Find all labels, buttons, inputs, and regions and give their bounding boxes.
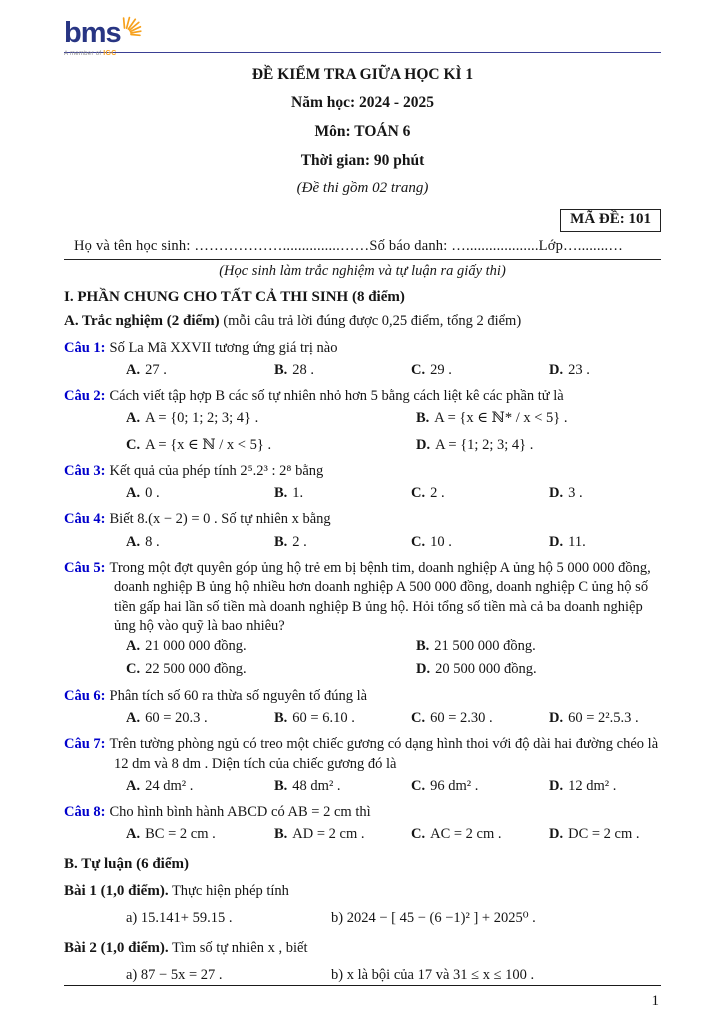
question-text: Số La Mã XXVII tương ứng giá trị nào (109, 339, 338, 356)
question-label: Câu 5: (64, 560, 106, 577)
exercise-label: Bài 1 (1,0 điểm). (64, 882, 169, 899)
question-5 (64, 559, 661, 680)
section-1-heading: I. PHẦN CHUNG CHO TẤT CẢ THI SINH (8 điểm) (64, 288, 405, 305)
option-d: D. A = {1; 2; 3; 4} . (416, 436, 534, 453)
option-d: D. 20 500 000 đồng. (416, 661, 537, 678)
options-row (64, 409, 661, 455)
question-text: Cho hình bình hành ABCD có AB = 2 cm thì (109, 804, 371, 821)
exercise-part-a: a) 15.141+ 59.15 . (126, 909, 233, 926)
question-3 (64, 462, 661, 504)
exercise-text: Thực hiện phép tính (171, 882, 289, 899)
exam-code-row (64, 209, 661, 232)
question-label: Câu 6: (64, 687, 106, 704)
logo-tagline (64, 49, 661, 59)
option-c: C. 10 . (411, 533, 452, 550)
sunburst-icon (117, 8, 147, 38)
option-a: A. BC = 2 cm . (126, 826, 216, 843)
page-number: 1 (651, 993, 659, 1010)
option-d: D. 60 = 2².5.3 . (549, 710, 639, 726)
title-block (64, 65, 661, 207)
logo-tagline-prefix: A member of (64, 51, 102, 57)
exam-title: ĐỀ KIỂM TRA GIỮA HỌC KÌ 1 (251, 65, 474, 83)
duration: Thời gian: 90 phút (300, 151, 425, 169)
options-row (64, 709, 661, 728)
option-a: A. 21 000 000 đồng. (126, 638, 247, 655)
question-4 (64, 510, 661, 552)
student-info-line: Họ và tên học sinh: ………………...............……Số báo danh: …...................Lớp…........… (74, 238, 624, 255)
option-b: B. AD = 2 cm . (274, 826, 365, 843)
option-a: A. A = {0; 1; 2; 3; 4} . (126, 410, 259, 427)
question-label: Câu 8: (64, 804, 106, 821)
header (64, 8, 661, 57)
question-label: Câu 7: (64, 736, 106, 753)
exam-code-box: MÃ ĐỀ: 101 (560, 209, 661, 232)
option-c: C. 60 = 2.30 . (411, 710, 493, 726)
question-text: Cách viết tập hợp B các số tự nhiên nhỏ hơn 5 bằng cách liệt kê các phần tử là (109, 388, 564, 405)
question-1 (64, 339, 661, 381)
exercise-2 (64, 939, 661, 985)
exercise-parts (64, 909, 661, 928)
option-b: B. 2 . (274, 533, 307, 550)
pages-note: (Đề thi gồm 02 trang) (296, 180, 429, 197)
option-c: C. 22 500 000 đồng. (126, 661, 247, 678)
option-b: B. 48 dm² . (274, 777, 341, 794)
part-a-heading (64, 312, 661, 332)
options-row (64, 361, 661, 380)
option-d: D. DC = 2 cm . (549, 826, 640, 843)
option-a: A. 8 . (126, 533, 160, 550)
option-d: D. 11. (549, 533, 586, 550)
question-7 (64, 735, 661, 796)
question-8 (64, 803, 661, 845)
question-label: Câu 4: (64, 511, 106, 528)
option-b: B. 1. (274, 485, 304, 502)
options-row (64, 484, 661, 503)
exercise-part-a: a) 87 − 5x = 27 . (126, 966, 223, 983)
school-year: Năm học: 2024 - 2025 (291, 94, 434, 112)
option-a: A. 60 = 20.3 . (126, 710, 208, 726)
option-a: A. 27 . (126, 361, 167, 378)
option-d: D. 23 . (549, 361, 590, 378)
footer-divider (64, 985, 661, 986)
exercise-text: Tìm số tự nhiên x , biết (171, 939, 308, 956)
options-row (64, 777, 661, 796)
question-text: Phân tích số 60 ra thừa số nguyên tố đúng là (109, 687, 368, 704)
subject: Môn: TOÁN 6 (314, 122, 411, 140)
part-b-heading: B. Tự luận (6 điểm) (64, 855, 189, 872)
option-d: D. 12 dm² . (549, 777, 617, 794)
bms-logo (64, 8, 661, 48)
option-a: A. 24 dm² . (126, 777, 194, 794)
option-c: C. 29 . (411, 361, 452, 378)
question-text: Trên tường phòng ngủ có treo một chiếc gương có dạng hình thoi với độ dài hai đường chéo là 12 dm và 8 dm . Diện tích của chiếc gương đó là (109, 736, 659, 772)
exercise-label: Bài 2 (1,0 điểm). (64, 939, 169, 956)
option-a: A. 0 . (126, 485, 160, 502)
question-text: Kết quả của phép tính 2⁵.2³ : 2⁸ bằng (109, 462, 324, 479)
bms-logo-text: bms (64, 17, 121, 49)
instruction-note: (Học sinh làm trắc nghiệm và tự luận ra giấy thi) (219, 263, 506, 280)
divider (64, 259, 661, 260)
exercise-part-b: b) x là bội của 17 và 31 ≤ x ≤ 100 . (331, 966, 535, 983)
option-c: C. AC = 2 cm . (411, 826, 502, 843)
question-2 (64, 387, 661, 455)
exercise-1 (64, 882, 661, 928)
question-label: Câu 3: (64, 462, 106, 479)
question-text: Biết 8.(x − 2) = 0 . Số tự nhiên x bằng (109, 511, 331, 528)
options-row (64, 637, 661, 680)
question-label: Câu 2: (64, 388, 106, 405)
question-label: Câu 1: (64, 339, 106, 356)
option-c: C. A = {x ∈ ℕ / x < 5} . (126, 436, 272, 453)
exercise-parts (64, 966, 661, 985)
options-row (64, 533, 661, 552)
option-b: B. 60 = 6.10 . (274, 710, 355, 726)
option-b: B. A = {x ∈ ℕ* / x < 5} . (416, 410, 568, 427)
option-c: C. 96 dm² . (411, 777, 479, 794)
footer (64, 985, 661, 1012)
option-b: B. 21 500 000 đồng. (416, 638, 536, 655)
option-b: B. 28 . (274, 361, 315, 378)
question-6 (64, 687, 661, 729)
options-row (64, 825, 661, 844)
option-d: D. 3 . (549, 485, 583, 502)
part-a-note: (mỗi câu trả lời đúng được 0,25 điểm, tổng 2 điểm) (219, 312, 522, 329)
logo-tagline-brand: IGC (103, 50, 117, 57)
question-text: Trong một đợt quyên góp ủng hộ trẻ em bị bệnh tim, doanh nghiệp A ủng hộ 5 000 000 đồng, doanh nghiệp B ủng hộ nhiều hơn doanh nghiệp A 500 000 đồng, doanh nghiệp C ủng hộ số tiền gấp hai lần số tiền mà doanh nghiệp B ủng hộ. Hỏi tổng số tiền mà cả ba doanh nghiệp ủng hộ vào quỹ là bao nhiêu? (109, 560, 651, 634)
option-c: C. 2 . (411, 485, 445, 502)
part-a-title: A. Trắc nghiệm (2 điểm) (64, 312, 220, 329)
exercise-part-b: b) 2024 − [ 45 − (6 −1)² ] + 2025⁰ . (331, 909, 536, 926)
